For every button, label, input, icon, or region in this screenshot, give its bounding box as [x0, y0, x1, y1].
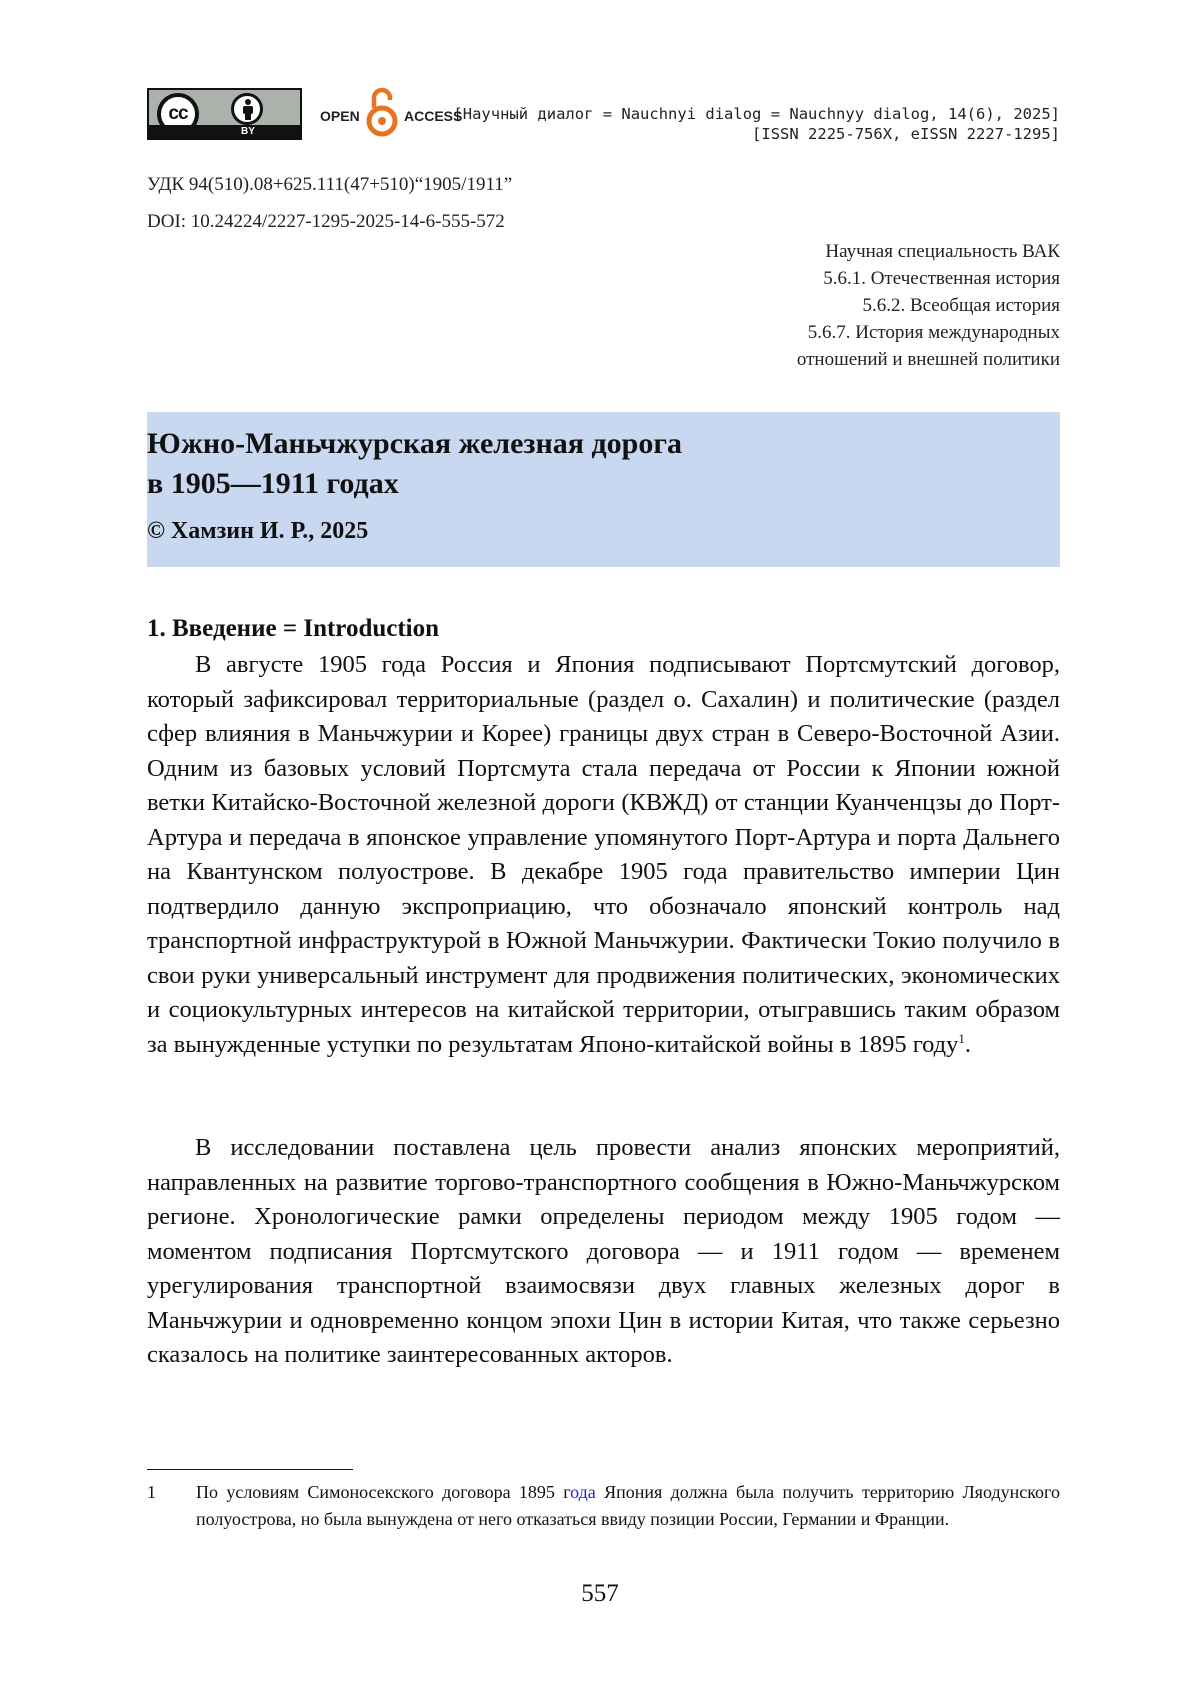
footnote-reference[interactable]: 1: [958, 1030, 965, 1046]
section-heading: 1. Введение = Introduction: [147, 615, 440, 642]
open-access-open-label: OPEN: [320, 108, 360, 124]
doi[interactable]: DOI: 10.24224/2227-1295-2025-14-6-555-572: [147, 211, 505, 232]
creative-commons-icon: cc: [157, 93, 199, 135]
license-strip: [149, 125, 300, 138]
article-title-line: Южно-Маньчжурская железная дорога: [147, 427, 682, 460]
license-by-label: BY: [241, 126, 255, 137]
paragraph-text: В исследовании поставлена цель провести анализ японских мероприятий, направленных на развитие торгово-транспортного сообщения в Южно-Маньчжурском регионе. Хронологические рамки определены периодом между 1905 годом — моментом подписания Портсмутского договора — и 1911 годом — временем урегулирования транспортной взаимосвязи двух главных железных дорог в Маньчжурии и одновременно концом эпохи Цин в истории Китая, что также серьезно сказалось на политике заинтересованных акторов.: [147, 1134, 1060, 1368]
open-access-access-label: ACCESS: [404, 108, 463, 124]
footnote-text-part: Япония должна была получить территорию Ляодунского полуострова, но была вынуждена от него отказаться ввиду позиции России, Германии и Франции.: [196, 1482, 1060, 1529]
paragraph-text: В августе 1905 года Россия и Япония подписывают Портсмутский договор, который зафиксировал территориальные (раздел о. Сахалин) и политические (раздел сфер влияния в Маньчжурии и Корее) границы двух стран в Северо-Восточной Азии. Одним из базовых условий Портсмута стала передача от России к Японии южной ветки Китайско-Восточной железной дороги (КВЖД) от станции Куанченцзы до Порт-Артура и передача в японское управление упомянутого Порт-Артура и порта Дальнего на Квантунском полуострове. В декабре 1905 года правительство империи Цин подтвердило данную экспроприацию, что обозначало японский контроль над транспортной инфраструктурой в Южной Маньчжурии. Фактически Токио получило в свои руки универсальный инструмент для продвижения политических, экономических и социокультурных интересов на китайской территории, отыгравшись таким образом за вынужденные уступки по результатам Японо-китайской войны в 1895 году: [147, 651, 1060, 1058]
body-paragraph: [147, 1131, 1060, 1373]
page-number: 557: [581, 1580, 619, 1607]
body-paragraph: [147, 648, 1060, 1062]
vak-specialty: [797, 238, 1060, 373]
footnote-separator: [147, 1469, 353, 1470]
footnote-text-part: По условиям Симоносекского договора 1895 г: [196, 1482, 571, 1502]
open-lock-icon: [364, 86, 400, 138]
paragraph-end: .: [964, 1030, 972, 1058]
footnote-number: 1: [147, 1482, 156, 1502]
author-copyright: © Хамзин И. Р., 2025: [147, 518, 369, 544]
article-title-line: в 1905—1911 годах: [147, 467, 399, 500]
specialty-line: 5.6.2. Всеобщая история: [862, 295, 1060, 316]
journal-citation: [453, 104, 1060, 144]
attribution-person-icon: [231, 93, 263, 125]
specialty-line: 5.6.7. История международных: [807, 322, 1060, 343]
specialty-line: отношений и внешней политики: [796, 349, 1060, 370]
specialty-line: Научная специальность ВАК: [825, 241, 1060, 262]
specialty-line: 5.6.1. Отечественная история: [823, 268, 1060, 289]
udk-code: УДК 94(510).08+625.111(47+510)“1905/1911”: [147, 174, 513, 195]
cc-by-license-badge[interactable]: [147, 88, 302, 140]
footnote-link[interactable]: ода: [570, 1482, 596, 1502]
article-title-block: [147, 412, 1060, 567]
footnote-text: [196, 1479, 1060, 1533]
journal-issn-line: [ISSN 2225-756X, eISSN 2227-1295]: [752, 125, 1060, 143]
journal-citation-line: [Научный диалог = Nauchnyi dialog = Nauchnyy dialog, 14(6), 2025]: [453, 105, 1060, 123]
